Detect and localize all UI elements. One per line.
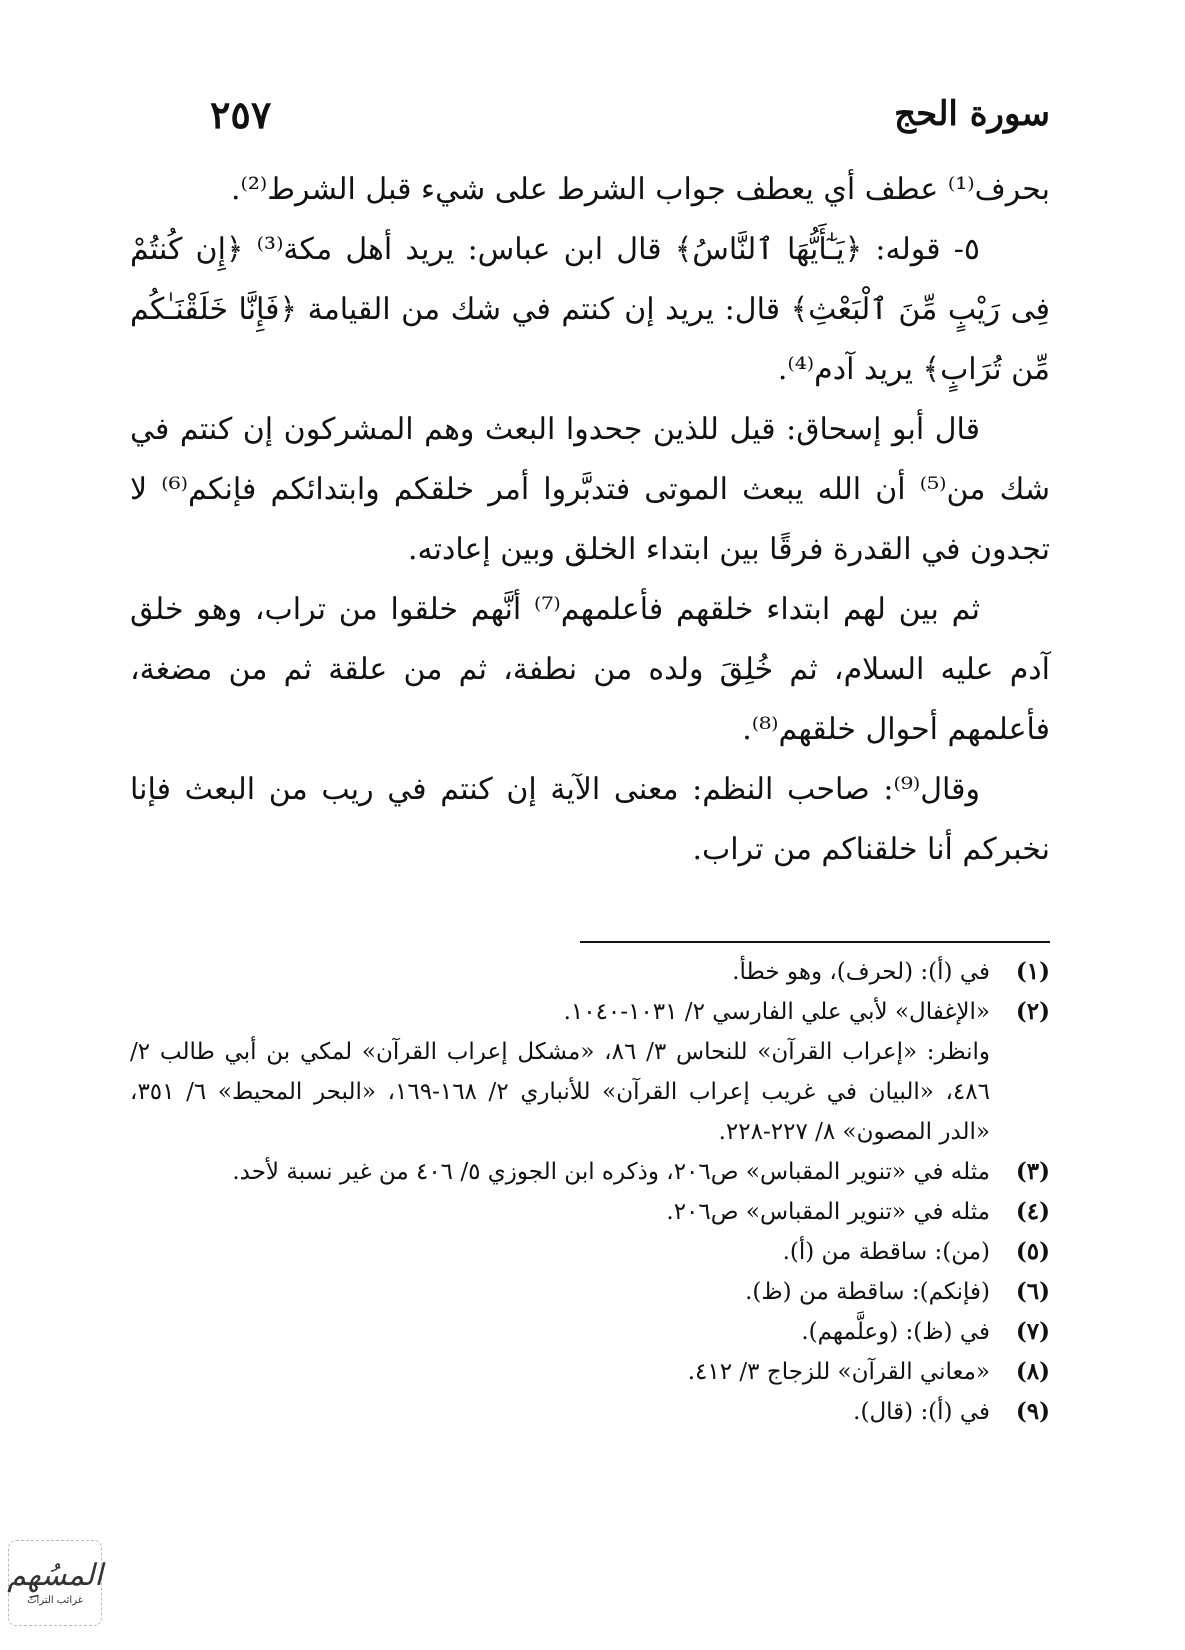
logo-main-text: المسُهِم — [7, 1558, 103, 1593]
footnote — [130, 952, 1050, 992]
paragraph: وقال⁽⁹⁾: صاحب النظم: معنى الآية إن كنتم في ريب من البعث فإنا نخبركم أنا خلقناكم من تراب. — [130, 772, 1050, 867]
paragraph: قال أبو إسحاق: قيل للذين جحدوا البعث وهم المشركون إن كنتم في شك من⁽⁵⁾ أن الله يبعث الموتى فتدبَّروا أمر خلقكم وابتدائكم فإنكم⁽⁶⁾ لا تجدون في القدرة فرقًا بين ابتداء الخلق وبين إعادته. — [130, 412, 1050, 567]
footnote-number: (٩) — [1015, 1398, 1050, 1425]
footnote-number: (٥) — [1015, 1238, 1050, 1265]
logo-sub-text: غرائب التراث — [27, 1595, 83, 1606]
footnote — [130, 1312, 1050, 1352]
footnote-text: (فإنكم): ساقطة من (ظ). — [745, 1279, 990, 1305]
paragraph: ثم بين لهم ابتداء خلقهم فأعلمهم⁽⁷⁾ أنَّهم خلقوا من تراب، وهو خلق آدم عليه السلام، ثم خُلِقَ ولده من نطفة، ثم من علقة ثم من مضغة، فأعلمهم أحوال خلقهم⁽⁸⁾. — [130, 592, 1050, 747]
footnote — [130, 1272, 1050, 1312]
paragraph: ٥- قوله: ﴿يَـٰٓأَيُّهَا ٱلنَّاسُ﴾ قال ابن عباس: يريد أهل مكة⁽³⁾ ﴿إِن كُنتُمْ فِى رَيْبٍ مِّنَ ٱلْبَعْثِ﴾ قال: يريد إن كنتم في شك من القيامة ﴿فَإِنَّا خَلَقْنَـٰكُم مِّن تُرَابٍ﴾ يريد آدم⁽⁴⁾. — [130, 232, 1050, 387]
footnote-number: (٢) — [1015, 998, 1050, 1025]
footnote-number: (٧) — [1015, 1318, 1050, 1345]
footnote-continuation: وانظر: «إعراب القرآن» للنحاس ٣/ ٨٦، «مشكل إعراب القرآن» لمكي بن أبي طالب ٢/ ٤٨٦، «البيان في غريب إعراب القرآن» للأنباري ٢/ ١٦٨-١٦٩، «البحر المحيط» ٦/ ٣٥١، «الدر المصون» ٨/ ٢٢٧-٢٢٨. — [130, 1039, 991, 1145]
page-header — [210, 84, 1050, 144]
footnote — [130, 1392, 1050, 1432]
footnote-separator — [580, 941, 1050, 943]
footnote-text: في (ظ): (وعلَّمهم). — [801, 1319, 990, 1345]
running-title: سورة الحج — [894, 94, 1050, 134]
footnote-text: مثله في «تنوير المقباس» ص٢٠٦. — [666, 1199, 990, 1225]
footnote-text: في (أ): (لحرف)، وهو خطأ. — [732, 959, 990, 985]
publisher-logo — [8, 1540, 102, 1626]
footnote-number: (١) — [1015, 958, 1050, 985]
paragraph: بحرف⁽¹⁾ عطف أي يعطف جواب الشرط على شيء قبل الشرط⁽²⁾. — [230, 172, 1050, 207]
footnote-text: «الإغفال» لأبي علي الفارسي ٢/ ١٠٣١-١٠٤٠. — [563, 999, 990, 1025]
footnote-text: مثله في «تنوير المقباس» ص٢٠٦، وذكره ابن الجوزي ٥/ ٤٠٦ من غير نسبة لأحد. — [232, 1159, 990, 1185]
footnotes — [130, 952, 1050, 1432]
footnote-number: (٣) — [1015, 1158, 1050, 1185]
footnote-number: (٨) — [1015, 1358, 1050, 1385]
footnote-number: (٤) — [1015, 1198, 1050, 1225]
page-number: ٢٥٧ — [210, 91, 272, 137]
footnote-text: (من): ساقطة من (أ). — [782, 1239, 990, 1265]
footnote — [130, 1152, 1050, 1192]
main-text — [130, 160, 1050, 880]
footnote — [130, 1352, 1050, 1392]
footnote — [130, 992, 1050, 1032]
footnote-text: في (أ): (قال). — [853, 1399, 990, 1425]
footnote-text: «معاني القرآن» للزجاج ٣/ ٤١٢. — [687, 1359, 990, 1385]
footnote-number: (٦) — [1015, 1278, 1050, 1305]
footnote — [130, 1192, 1050, 1232]
footnote — [130, 1232, 1050, 1272]
